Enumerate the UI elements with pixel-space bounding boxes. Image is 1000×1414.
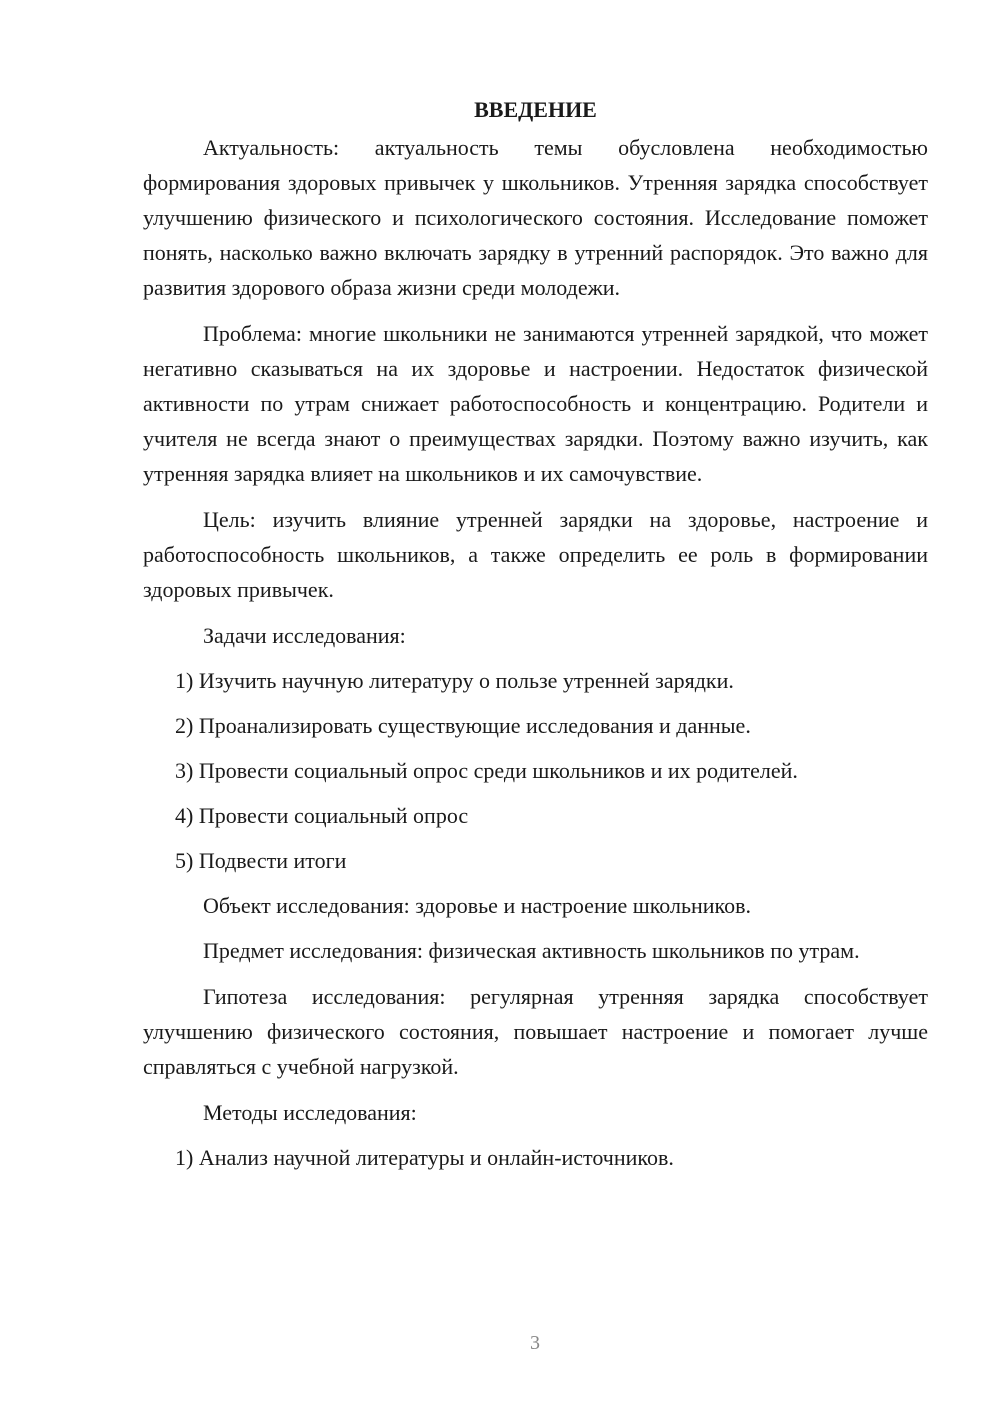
task-item: 5) Подвести итоги [175, 848, 347, 873]
relevance-paragraph: Актуальность: актуальность темы обусловлена необходимостью формирования здоровых привычек у школьников. Утренняя зарядка способствует улучшению физического и психологического состояния. Исследование поможет понять, насколько важно включать зарядку в утренний распорядок. Это важно для развития здорового образа жизни среди молодежи. [143, 135, 928, 300]
methods-title: Методы исследования: [203, 1100, 417, 1125]
task-item: 1) Изучить научную литературу о пользе утренней зарядки. [175, 668, 734, 693]
method-item: 1) Анализ научной литературы и онлайн-источников. [175, 1145, 674, 1170]
problem-paragraph: Проблема: многие школьники не занимаются утренней зарядкой, что может негативно сказываться на их здоровье и настроении. Недостаток физической активности по утрам снижает работоспособность и концентрацию. Родители и учителя не всегда знают о преимуществах зарядки. Поэтому важно изучить, как утренняя зарядка влияет на школьников и их самочувствие. [143, 321, 928, 486]
task-item: 2) Проанализировать существующие исследования и данные. [175, 713, 751, 738]
methods-list [143, 1140, 928, 1175]
task-item: 3) Провести социальный опрос среди школьников и их родителей. [175, 758, 798, 783]
document-page [143, 92, 928, 1185]
subject-paragraph: Предмет исследования: физическая активность школьников по утрам. [203, 938, 860, 963]
tasks-title: Задачи исследования: [203, 623, 406, 648]
object-paragraph: Объект исследования: здоровье и настроение школьников. [203, 893, 751, 918]
hypothesis-paragraph: Гипотеза исследования: регулярная утренняя зарядка способствует улучшению физического состояния, повышает настроение и помогает лучше справляться с учебной нагрузкой. [143, 984, 928, 1079]
page-number: 3 [530, 1332, 540, 1354]
section-heading: ВВЕДЕНИЕ [474, 97, 597, 122]
goal-paragraph: Цель: изучить влияние утренней зарядки на здоровье, настроение и работоспособность школьников, а также определить ее роль в формировании здоровых привычек. [143, 507, 928, 602]
tasks-list [143, 663, 928, 878]
task-item: 4) Провести социальный опрос [175, 803, 469, 828]
